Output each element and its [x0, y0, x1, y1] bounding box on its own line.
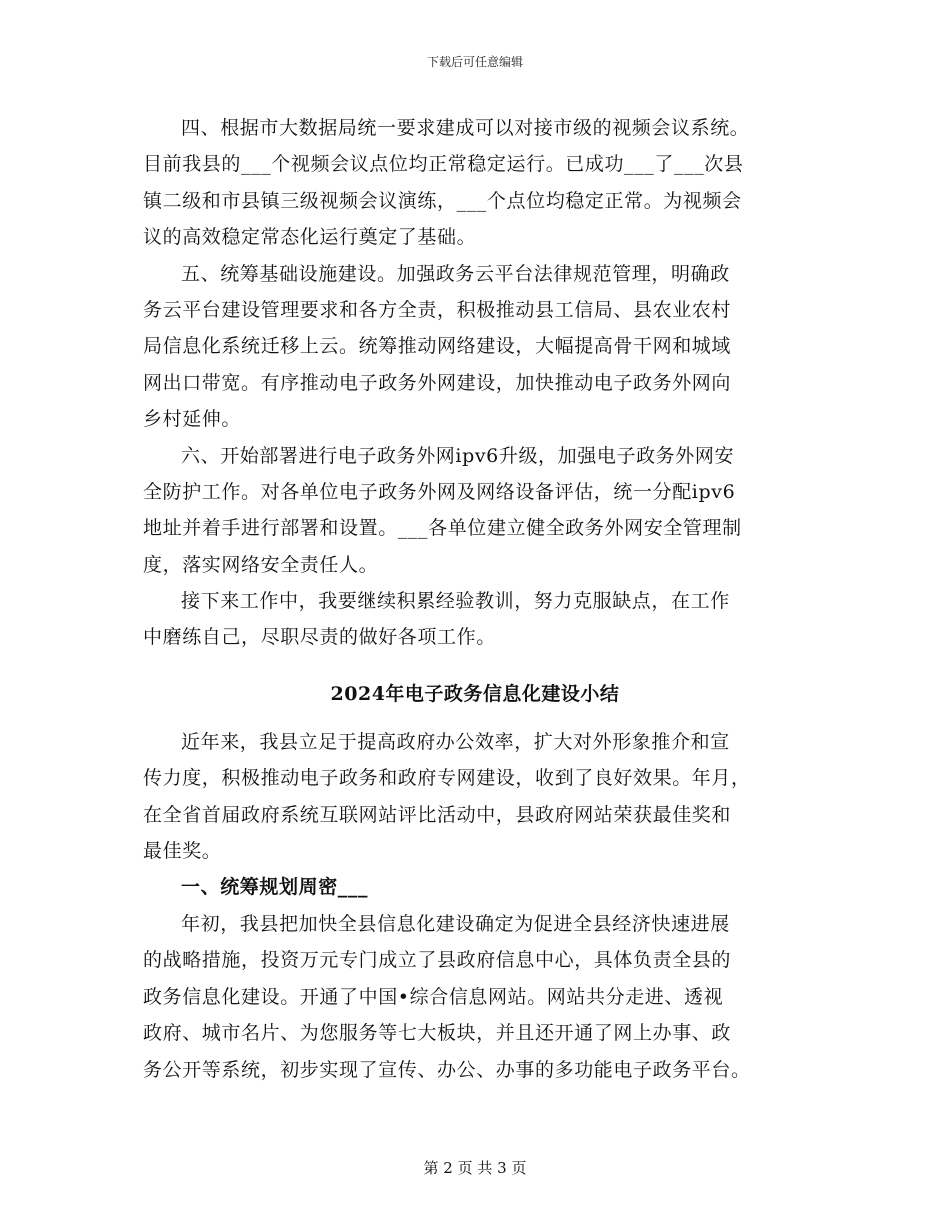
- paragraph-line: 最佳奖。: [143, 840, 222, 863]
- section-heading: 一、统筹规划周密___: [181, 876, 369, 898]
- paragraph-line: 四、根据市大数据局统一要求建成可以对接市级的视频会议系统。: [181, 117, 750, 139]
- paragraph-line: 传力度，积极推动电子政务和政府专网建设，收到了良好效果。年月，: [143, 767, 751, 790]
- paragraph-line: 局信息化系统迁移上云。统筹推动网络建设，大幅提高骨干网和城域: [143, 335, 732, 358]
- paragraph-line: 年初，我县把加快全县信息化建设确定为促进全县经济快速进展: [181, 913, 730, 935]
- paragraph-line: 五、统筹基础设施建设。加强政务云平台法律规范管理，明确政: [181, 262, 730, 285]
- paragraph-line: 政务信息化建设。开通了中国•综合信息网站。网站共分走进、透视: [143, 985, 724, 1008]
- paragraph-line: 网出口带宽。有序推动电子政务外网建设，加快推动电子政务外网向: [143, 371, 732, 394]
- document-title: 2024年电子政务信息化建设小结: [330, 683, 620, 705]
- paragraph-line: 近年来，我县立足于提高政府办公效率，扩大对外形象推介和宣: [181, 731, 730, 753]
- paragraph-line: 在全省首届政府系统互联网站评比活动中，县政府网站荣获最佳奖和: [143, 803, 732, 826]
- paragraph-line: 全防护工作。对各单位电子政务外网及网络设备评估，统一分配ipv6: [143, 480, 736, 503]
- page-header: 下载后可任意编辑: [426, 55, 523, 69]
- paragraph-line: 政府、城市名片、为您服务等七大板块，并且还开通了网上办事、政: [143, 1022, 732, 1045]
- paragraph-line: 度，落实网络安全责任人。: [143, 553, 379, 576]
- paragraph-line: 议的高效稳定常态化运行奠定了基础。: [143, 226, 477, 249]
- paragraph-line: 务公开等系统，初步实现了宣传、办公、办事的多功能电子政务平台。: [143, 1058, 751, 1081]
- paragraph-line: 目前我县的___个视频会议点位均正常稳定运行。已成功___了___次县: [143, 153, 744, 176]
- page-number-footer: 第 2 页 共 3 页: [423, 1159, 527, 1177]
- body-text-section-2: [143, 724, 813, 870]
- body-text-section-1: [143, 110, 813, 656]
- paragraph-line: 的战略措施，投资万元专门成立了县政府信息中心，具体负责全县的: [143, 949, 732, 972]
- paragraph-line: 接下来工作中，我要继续积累经验教训，努力克服缺点，在工作: [181, 590, 730, 613]
- paragraph-line: 六、开始部署进行电子政务外网ipv6升级，加强电子政务外网安: [181, 444, 735, 467]
- paragraph-line: 地址并着手进行部署和设置。___各单位建立健全政务外网安全管理制: [143, 517, 742, 540]
- paragraph-line: 中磨练自己，尽职尽责的做好各项工作。: [143, 626, 496, 649]
- paragraph-line: 镇二级和市县镇三级视频会议演练，___个点位均稳定正常。为视频会: [143, 189, 742, 212]
- paragraph-line: 乡村延伸。: [143, 408, 242, 431]
- paragraph-line: 务云平台建设管理要求和各方全责，积极推动县工信局、县农业农村: [143, 298, 732, 321]
- body-text-section-3: [143, 906, 813, 1088]
